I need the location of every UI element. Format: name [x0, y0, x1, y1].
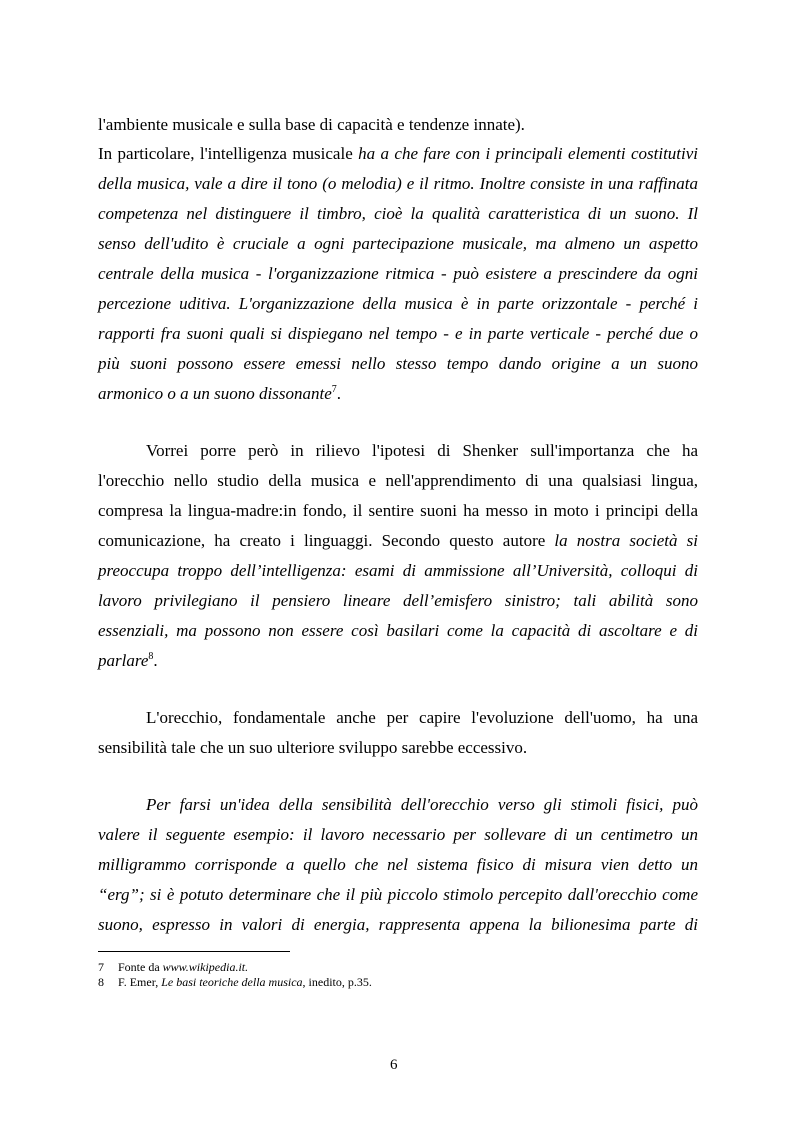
footnote-separator: [98, 951, 290, 952]
body-line: senso dell'udito è cruciale a ogni partecipazione musicale, ma almeno un aspetto: [98, 234, 698, 253]
body-line: L'orecchio, fondamentale anche per capire l'evoluzione dell'uomo, ha una: [146, 708, 698, 727]
body-line: della musica, vale a dire il tono (o melodia) e il ritmo. Inoltre consiste in una raffinata: [98, 174, 698, 193]
body-line: “erg”; si è potuto determinare che il più piccolo stimolo percepito dall'orecchio come: [98, 885, 698, 904]
body-line: percezione uditiva. L'organizzazione della musica è in parte orizzontale - perché i: [98, 294, 698, 313]
body-line: essenziali, ma possono non essere così basilari come la capacità di ascoltare e di: [98, 621, 698, 640]
footnote-link: www.wikipedia.it.: [162, 960, 249, 974]
footnote-ref: 8: [148, 651, 154, 662]
footnote-ref: 7: [331, 384, 337, 395]
body-line: Vorrei porre però in rilievo l'ipotesi di Shenker sull'importanza che ha: [146, 441, 698, 460]
body-line: preoccupa troppo dell’intelligenza: esami di ammissione all’Università, colloqui di: [98, 561, 698, 580]
body-line: lavoro privilegiano il pensiero lineare dell’emisfero sinistro; tali abilità sono: [98, 591, 698, 610]
footnote-number: 7: [98, 960, 104, 974]
footnote: 8 F. Emer, Le basi teoriche della musica, inedito, p.35.: [98, 975, 372, 989]
body-line: compresa la lingua-madre:in fondo, il sentire suoni ha messo in moto i principi della: [98, 501, 698, 520]
body-line: rapporti fra suoni quali si dispiegano nel tempo - e in parte verticale - perché due o: [98, 324, 698, 343]
body-line: più suoni possono essere emessi nello stesso tempo dando origine a un suono: [98, 354, 698, 373]
body-line: competenza nel distinguere il timbro, cioè la qualità caratteristica di un suono. Il: [98, 204, 698, 223]
body-line: comunicazione, ha creato i linguaggi. Secondo questo autore la nostra società si: [98, 531, 699, 550]
body-line: l'ambiente musicale e sulla base di capacità e tendenze innate).: [98, 115, 525, 134]
body-line: milligrammo corrisponde a quello che nel sistema fisico di misura vien detto un: [98, 855, 698, 874]
body-line: l'orecchio nello studio della musica e nell'apprendimento di una qualsiasi lingua,: [98, 471, 698, 490]
body-line: valere il seguente esempio: il lavoro necessario per sollevare di un centimetro un: [98, 825, 698, 844]
body-line: suono, espresso in valori di energia, rappresenta appena la bilionesima parte di: [98, 915, 698, 934]
body-line: In particolare, l'intelligenza musicale ha a che fare con i principali elementi costitutivi: [98, 144, 699, 163]
body-line: sensibilità tale che un suo ulteriore sviluppo sarebbe eccessivo.: [98, 738, 528, 757]
body-line: armonico o a un suono dissonante$^7$.: [98, 384, 341, 403]
footnote-number: 8: [98, 975, 104, 989]
footnote: 7 Fonte da www.wikipedia.it.: [98, 960, 249, 974]
body-line: parlare$^8$.: [98, 651, 158, 670]
body-line: Per farsi un'idea della sensibilità dell'orecchio verso gli stimoli fisici, può: [146, 795, 698, 814]
page-number: 6: [390, 1057, 398, 1073]
body-line: centrale della musica - l'organizzazione ritmica - può esistere a prescindere da ogni: [98, 264, 698, 283]
